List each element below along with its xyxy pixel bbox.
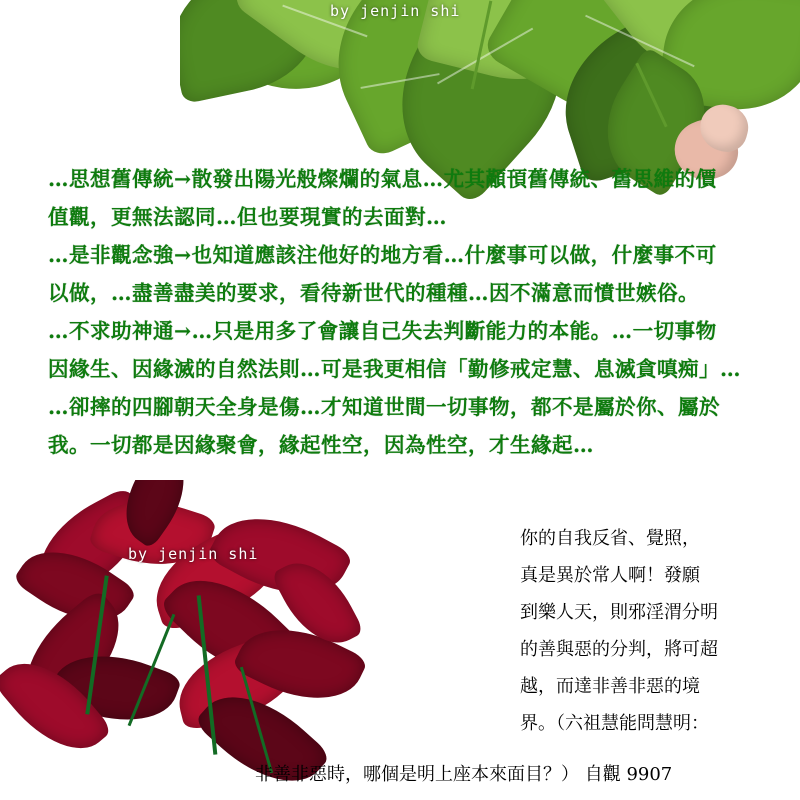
- right-text-line: 的善與惡的分判，將可超: [520, 639, 718, 660]
- right-text-block: [520, 520, 782, 742]
- watermark-top: by jenjin shi: [330, 2, 461, 20]
- main-text-line: 我。一切都是因緣聚會，緣起性空，因為性空，才生緣起…: [48, 433, 594, 457]
- main-text-line: …不求助神通→…只是用多了會讓自己失去判斷能力的本能。…一切事物: [48, 319, 717, 343]
- right-text-line: 界。（六祖慧能問慧明：: [520, 713, 709, 734]
- right-text-line: 到樂人天，則邪淫渭分明: [520, 602, 718, 623]
- main-text-block: [48, 160, 762, 464]
- right-text-line: 越，而達非善非惡的境: [520, 676, 700, 697]
- main-text-line: 因緣生、因緣滅的自然法則…可是我更相信「勤修戒定慧、息滅貪嗔痴」…: [48, 357, 741, 381]
- watermark-bottom: by jenjin shi: [128, 545, 259, 563]
- right-text-line: 真是異於常人啊！發願: [520, 565, 700, 586]
- main-text-line: 值觀，更無法認同…但也要現實的去面對…: [48, 205, 447, 229]
- main-text-line: …思想舊傳統→散發出陽光般燦爛的氣息…尤其顢頇舊傳統、舊思維的價: [48, 167, 717, 191]
- bottom-flower-photo: [0, 480, 420, 800]
- main-text-line: …是非觀念強→也知道應該注他好的地方看…什麼事可以做，什麼事不可: [48, 243, 717, 267]
- main-text-line: 以做，…盡善盡美的要求，看待新世代的種種…因不滿意而憤世嫉俗。: [48, 281, 699, 305]
- bottom-caption: 非善非惡時，哪個是明上座本來面目？） 自觀 9907: [255, 764, 673, 785]
- right-text-line: 你的自我反省、覺照，: [520, 528, 700, 549]
- main-text-line: …卻摔的四腳朝天全身是傷…才知道世間一切事物，都不是屬於你、屬於: [48, 395, 720, 419]
